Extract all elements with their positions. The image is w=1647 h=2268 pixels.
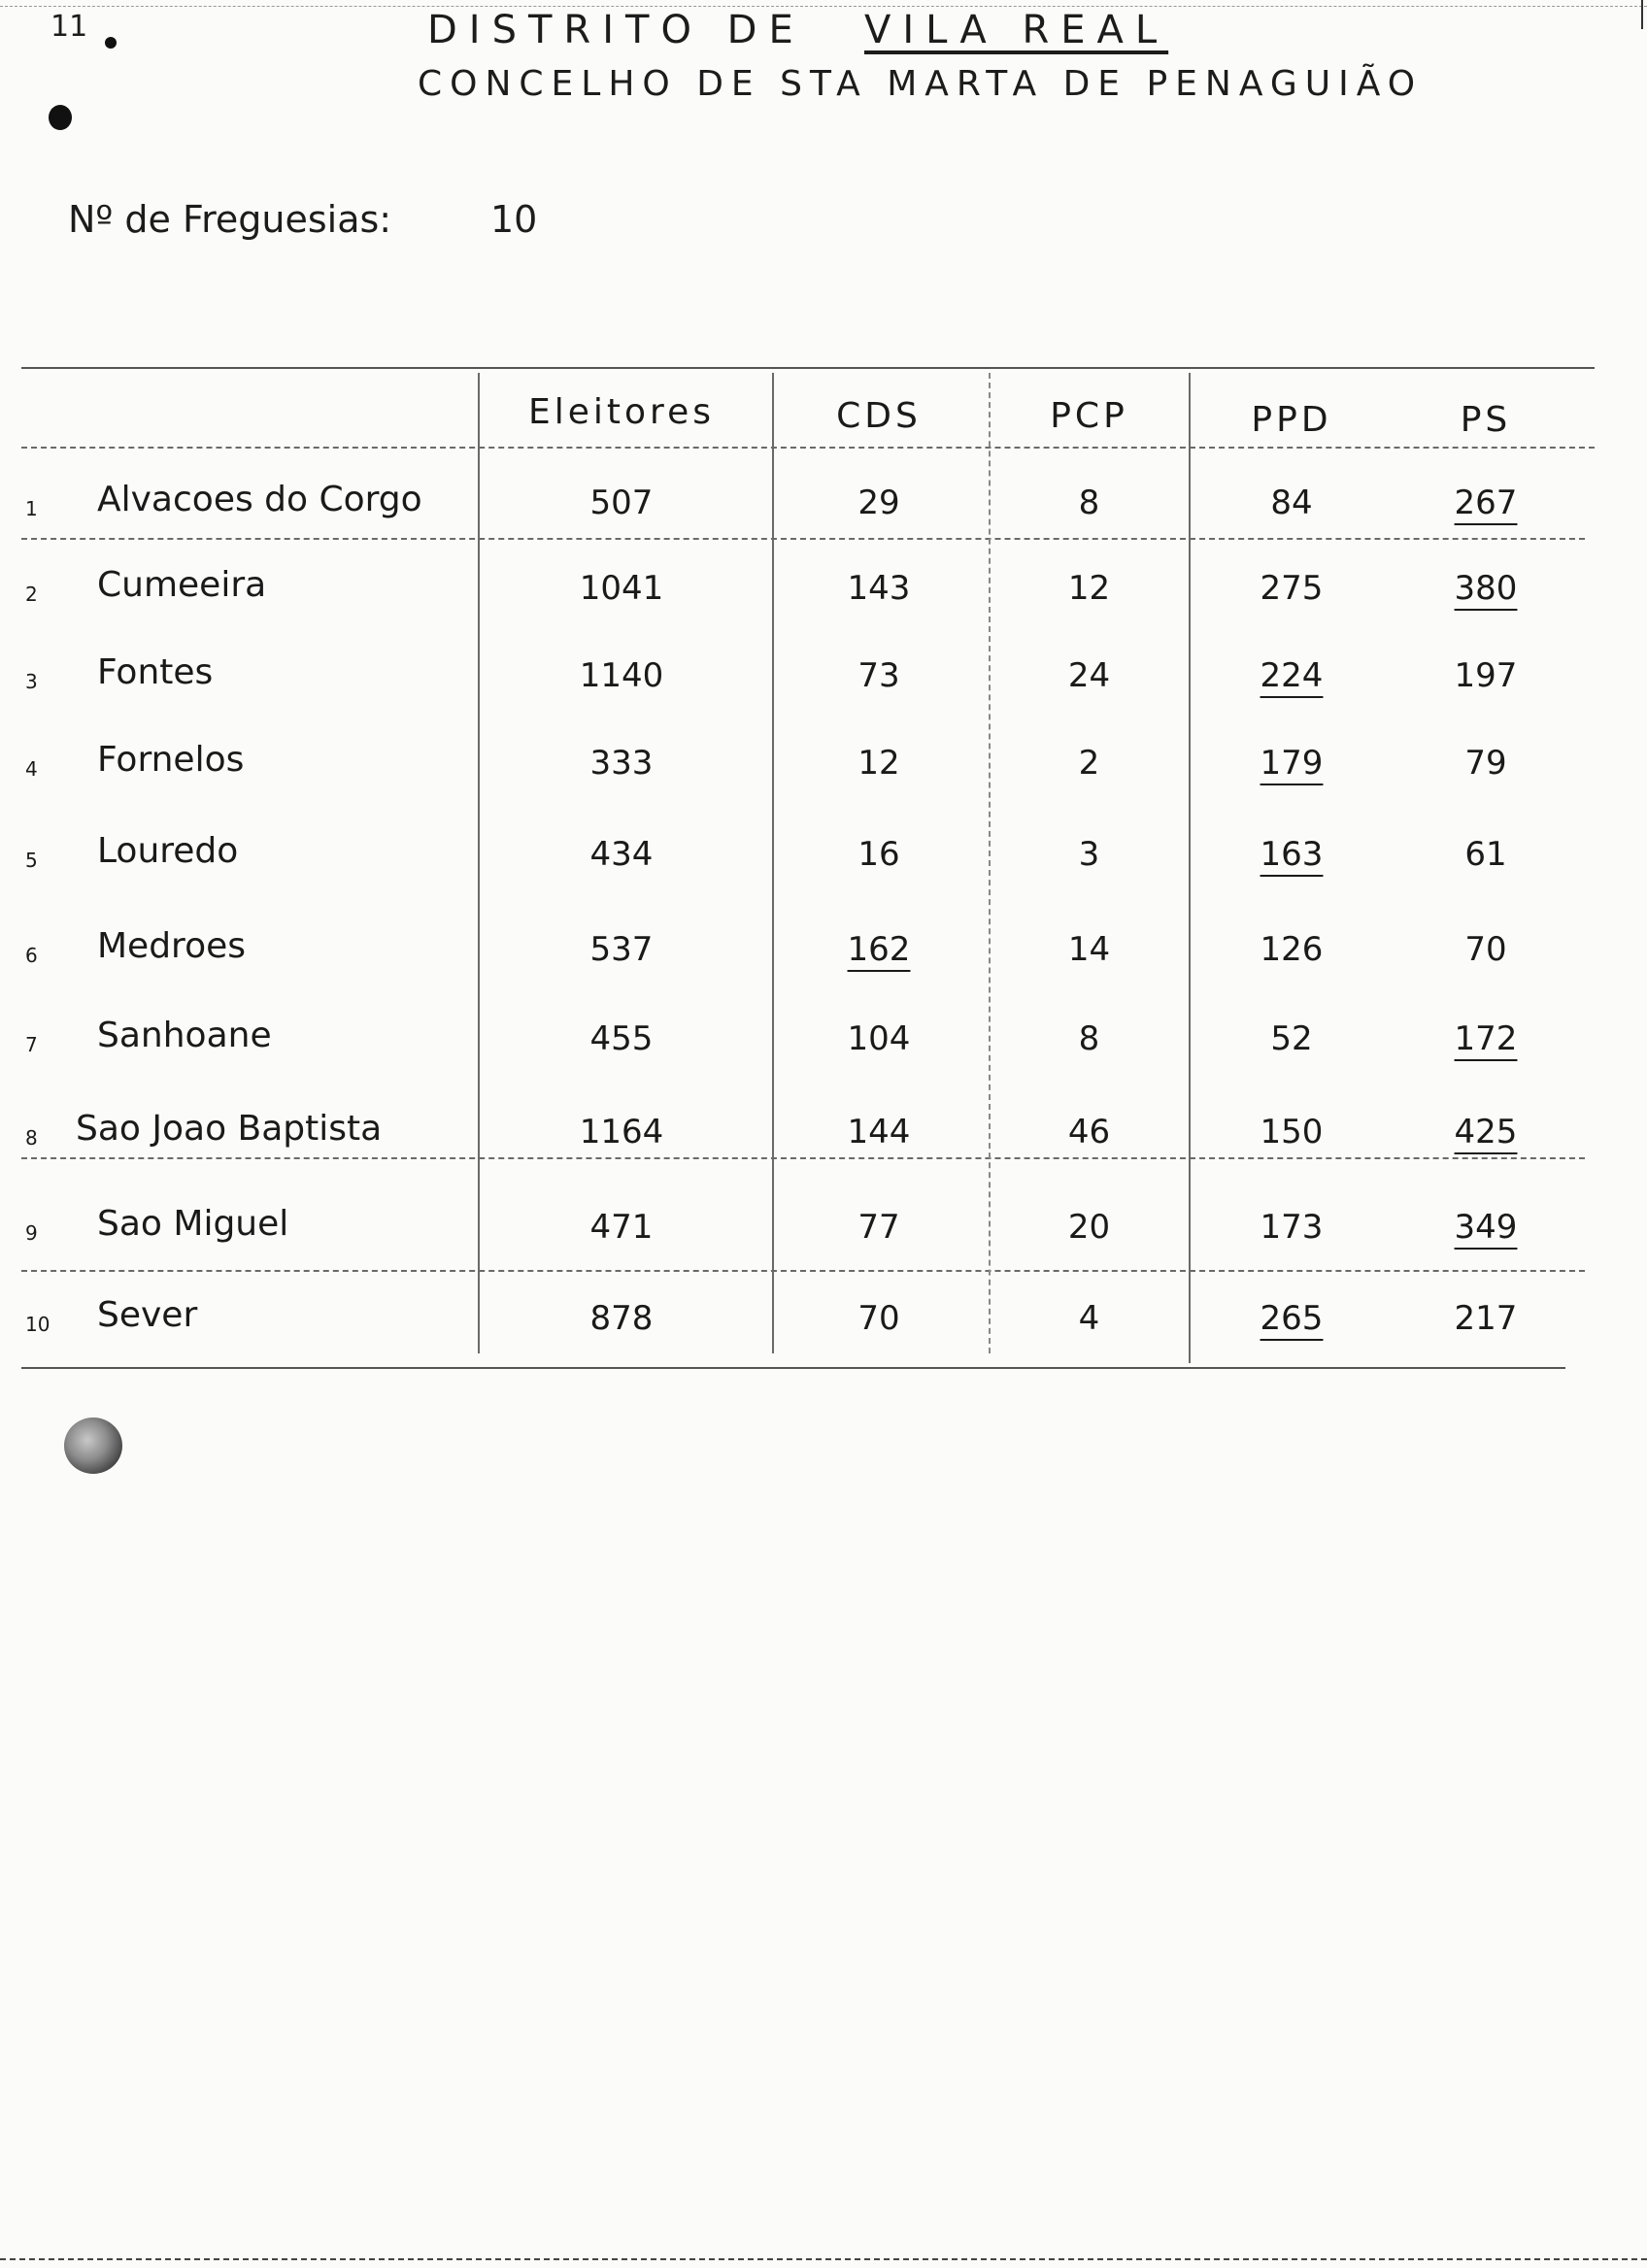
value-ppd: 84 — [1270, 484, 1313, 522]
value-cds: 144 — [847, 1113, 911, 1151]
value-eleitores: 333 — [589, 744, 654, 783]
row-separator — [21, 538, 1585, 540]
parish-name: Medroes — [97, 926, 246, 966]
value-pcp: 20 — [1067, 1208, 1111, 1247]
value-eleitores: 1140 — [579, 656, 664, 695]
row-index: 8 — [25, 1126, 38, 1150]
parish-name: Sao Joao Baptista — [76, 1109, 383, 1149]
punch-hole — [49, 105, 72, 130]
value-cds: 12 — [857, 744, 900, 783]
parish-name: Cumeeira — [97, 565, 267, 605]
column-divider — [989, 373, 991, 1353]
value-cds: 162 — [847, 930, 911, 969]
value-ps: 380 — [1454, 569, 1518, 608]
parish-name: Sao Miguel — [97, 1204, 289, 1244]
table-bottom-border — [21, 1367, 1565, 1369]
header-separator — [21, 447, 1595, 449]
value-eleitores: 537 — [589, 930, 654, 969]
parishes-count: 10 — [490, 198, 538, 241]
value-eleitores: 878 — [589, 1299, 654, 1338]
value-ps: 61 — [1464, 835, 1507, 874]
value-ppd: 173 — [1260, 1208, 1324, 1247]
value-ps: 70 — [1464, 930, 1507, 969]
page-top-edge — [0, 0, 1647, 7]
value-ppd: 265 — [1260, 1299, 1324, 1338]
district-prefix: DISTRITO DE — [427, 8, 805, 52]
column-divider — [772, 373, 774, 1353]
value-pcp: 3 — [1078, 835, 1100, 874]
page-number: 11 — [50, 10, 88, 44]
value-pcp: 2 — [1078, 744, 1100, 783]
value-pcp: 46 — [1067, 1113, 1111, 1151]
column-divider — [1189, 373, 1191, 1363]
parish-name: Alvacoes do Corgo — [97, 480, 422, 519]
row-index: 4 — [25, 757, 38, 781]
value-ppd: 126 — [1260, 930, 1324, 969]
value-pcp: 4 — [1078, 1299, 1100, 1338]
column-header-ps: PS — [1460, 400, 1512, 440]
column-header-pcp: PCP — [1050, 396, 1128, 436]
value-pcp: 12 — [1067, 569, 1111, 608]
parish-name: Fornelos — [97, 740, 245, 780]
value-eleitores: 507 — [589, 484, 654, 522]
value-ppd: 179 — [1260, 744, 1324, 783]
page-corner-mark — [1641, 0, 1647, 29]
column-divider — [478, 373, 480, 1353]
value-eleitores: 455 — [589, 1019, 654, 1058]
value-eleitores: 1041 — [579, 569, 664, 608]
value-pcp: 8 — [1078, 1019, 1100, 1058]
value-ps: 349 — [1454, 1208, 1518, 1247]
value-pcp: 14 — [1067, 930, 1111, 969]
value-cds: 16 — [857, 835, 900, 874]
value-ps: 267 — [1454, 484, 1518, 522]
parish-name: Sanhoane — [97, 1016, 272, 1055]
value-ppd: 150 — [1260, 1113, 1324, 1151]
value-cds: 29 — [857, 484, 900, 522]
row-index: 6 — [25, 944, 38, 967]
value-ppd: 224 — [1260, 656, 1324, 695]
row-index: 7 — [25, 1033, 38, 1056]
value-pcp: 24 — [1067, 656, 1111, 695]
row-separator — [21, 1270, 1585, 1272]
column-header-eleitores: Eleitores — [528, 392, 715, 432]
value-ppd: 52 — [1270, 1019, 1313, 1058]
value-ppd: 275 — [1260, 569, 1324, 608]
row-index: 10 — [25, 1313, 50, 1336]
value-cds: 104 — [847, 1019, 911, 1058]
value-eleitores: 1164 — [579, 1113, 664, 1151]
parish-name: Sever — [97, 1295, 198, 1335]
value-eleitores: 471 — [589, 1208, 654, 1247]
council-line: CONCELHO DE STA MARTA DE PENAGUIÃO — [418, 64, 1424, 104]
parish-name: Louredo — [97, 831, 239, 871]
district-name: VILA REAL — [864, 8, 1169, 52]
row-index: 2 — [25, 583, 38, 606]
page-bottom-edge — [0, 2258, 1647, 2260]
column-header-ppd: PPD — [1251, 400, 1332, 440]
row-separator — [21, 1157, 1585, 1159]
value-ppd: 163 — [1260, 835, 1324, 874]
value-ps: 197 — [1454, 656, 1518, 695]
parish-name: Fontes — [97, 652, 214, 692]
table-top-border — [21, 367, 1595, 369]
value-cds: 73 — [857, 656, 900, 695]
value-ps: 217 — [1454, 1299, 1518, 1338]
row-index: 5 — [25, 849, 38, 872]
column-header-cds: CDS — [836, 396, 922, 436]
value-pcp: 8 — [1078, 484, 1100, 522]
value-cds: 70 — [857, 1299, 900, 1338]
value-cds: 143 — [847, 569, 911, 608]
value-ps: 79 — [1464, 744, 1507, 783]
row-index: 3 — [25, 670, 38, 693]
value-eleitores: 434 — [589, 835, 654, 874]
parishes-label: Nº de Freguesias: — [68, 198, 392, 241]
row-index: 1 — [25, 497, 38, 520]
row-index: 9 — [25, 1221, 38, 1245]
punch-hole-small — [105, 37, 117, 49]
punch-hole-lower — [64, 1418, 122, 1474]
value-cds: 77 — [857, 1208, 900, 1247]
value-ps: 425 — [1454, 1113, 1518, 1151]
value-ps: 172 — [1454, 1019, 1518, 1058]
